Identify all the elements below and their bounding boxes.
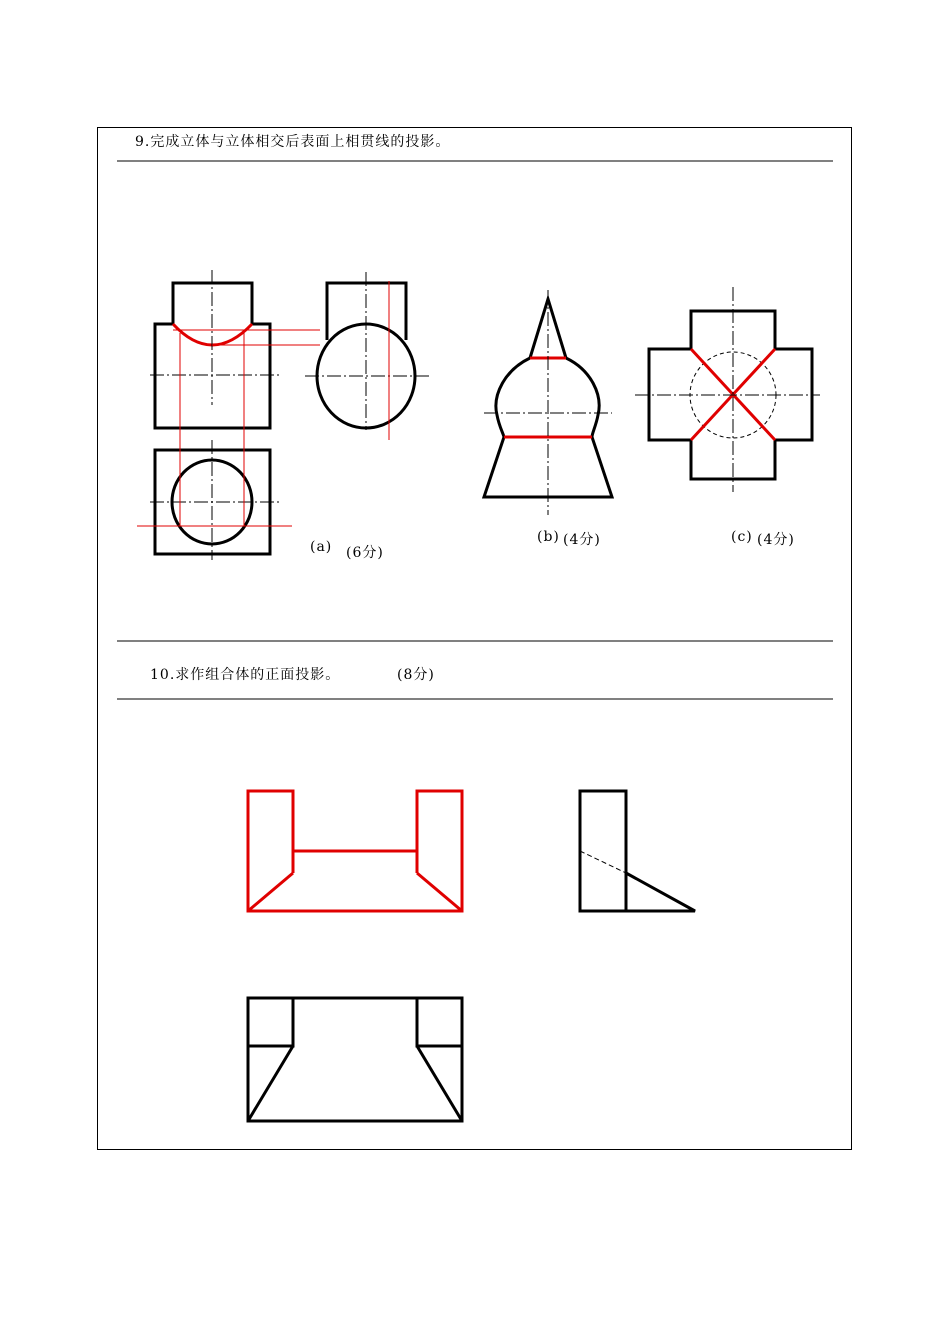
q10-side-hidden-line [580,851,626,873]
figure-a [137,270,430,560]
separator-lines [117,161,833,699]
q10-top-view [248,998,462,1121]
figure-b-score: (4分) [563,532,601,548]
figure-c-score: (4分) [757,532,795,548]
question-10-text: 10.求作组合体的正面投影。 [150,667,341,683]
q10-side-view [580,791,695,911]
figure-a-top-centerlines [150,440,282,560]
figure-b-centerlines [484,290,612,515]
figure-a-score: (6分) [346,545,384,561]
figure-c [635,287,820,492]
q10-front-view-answer [248,791,462,911]
question-9-text: 9.完成立体与立体相交后表面上相贯线的投影。 [135,134,451,150]
question-10-score: (8分) [397,667,435,683]
figure-b-label: (b) [537,529,560,545]
figure-c-label: (c) [731,529,753,545]
figure-a-label: (a) [310,539,333,555]
figure-a-front-centerlines [150,270,280,405]
figure-b [484,290,612,515]
